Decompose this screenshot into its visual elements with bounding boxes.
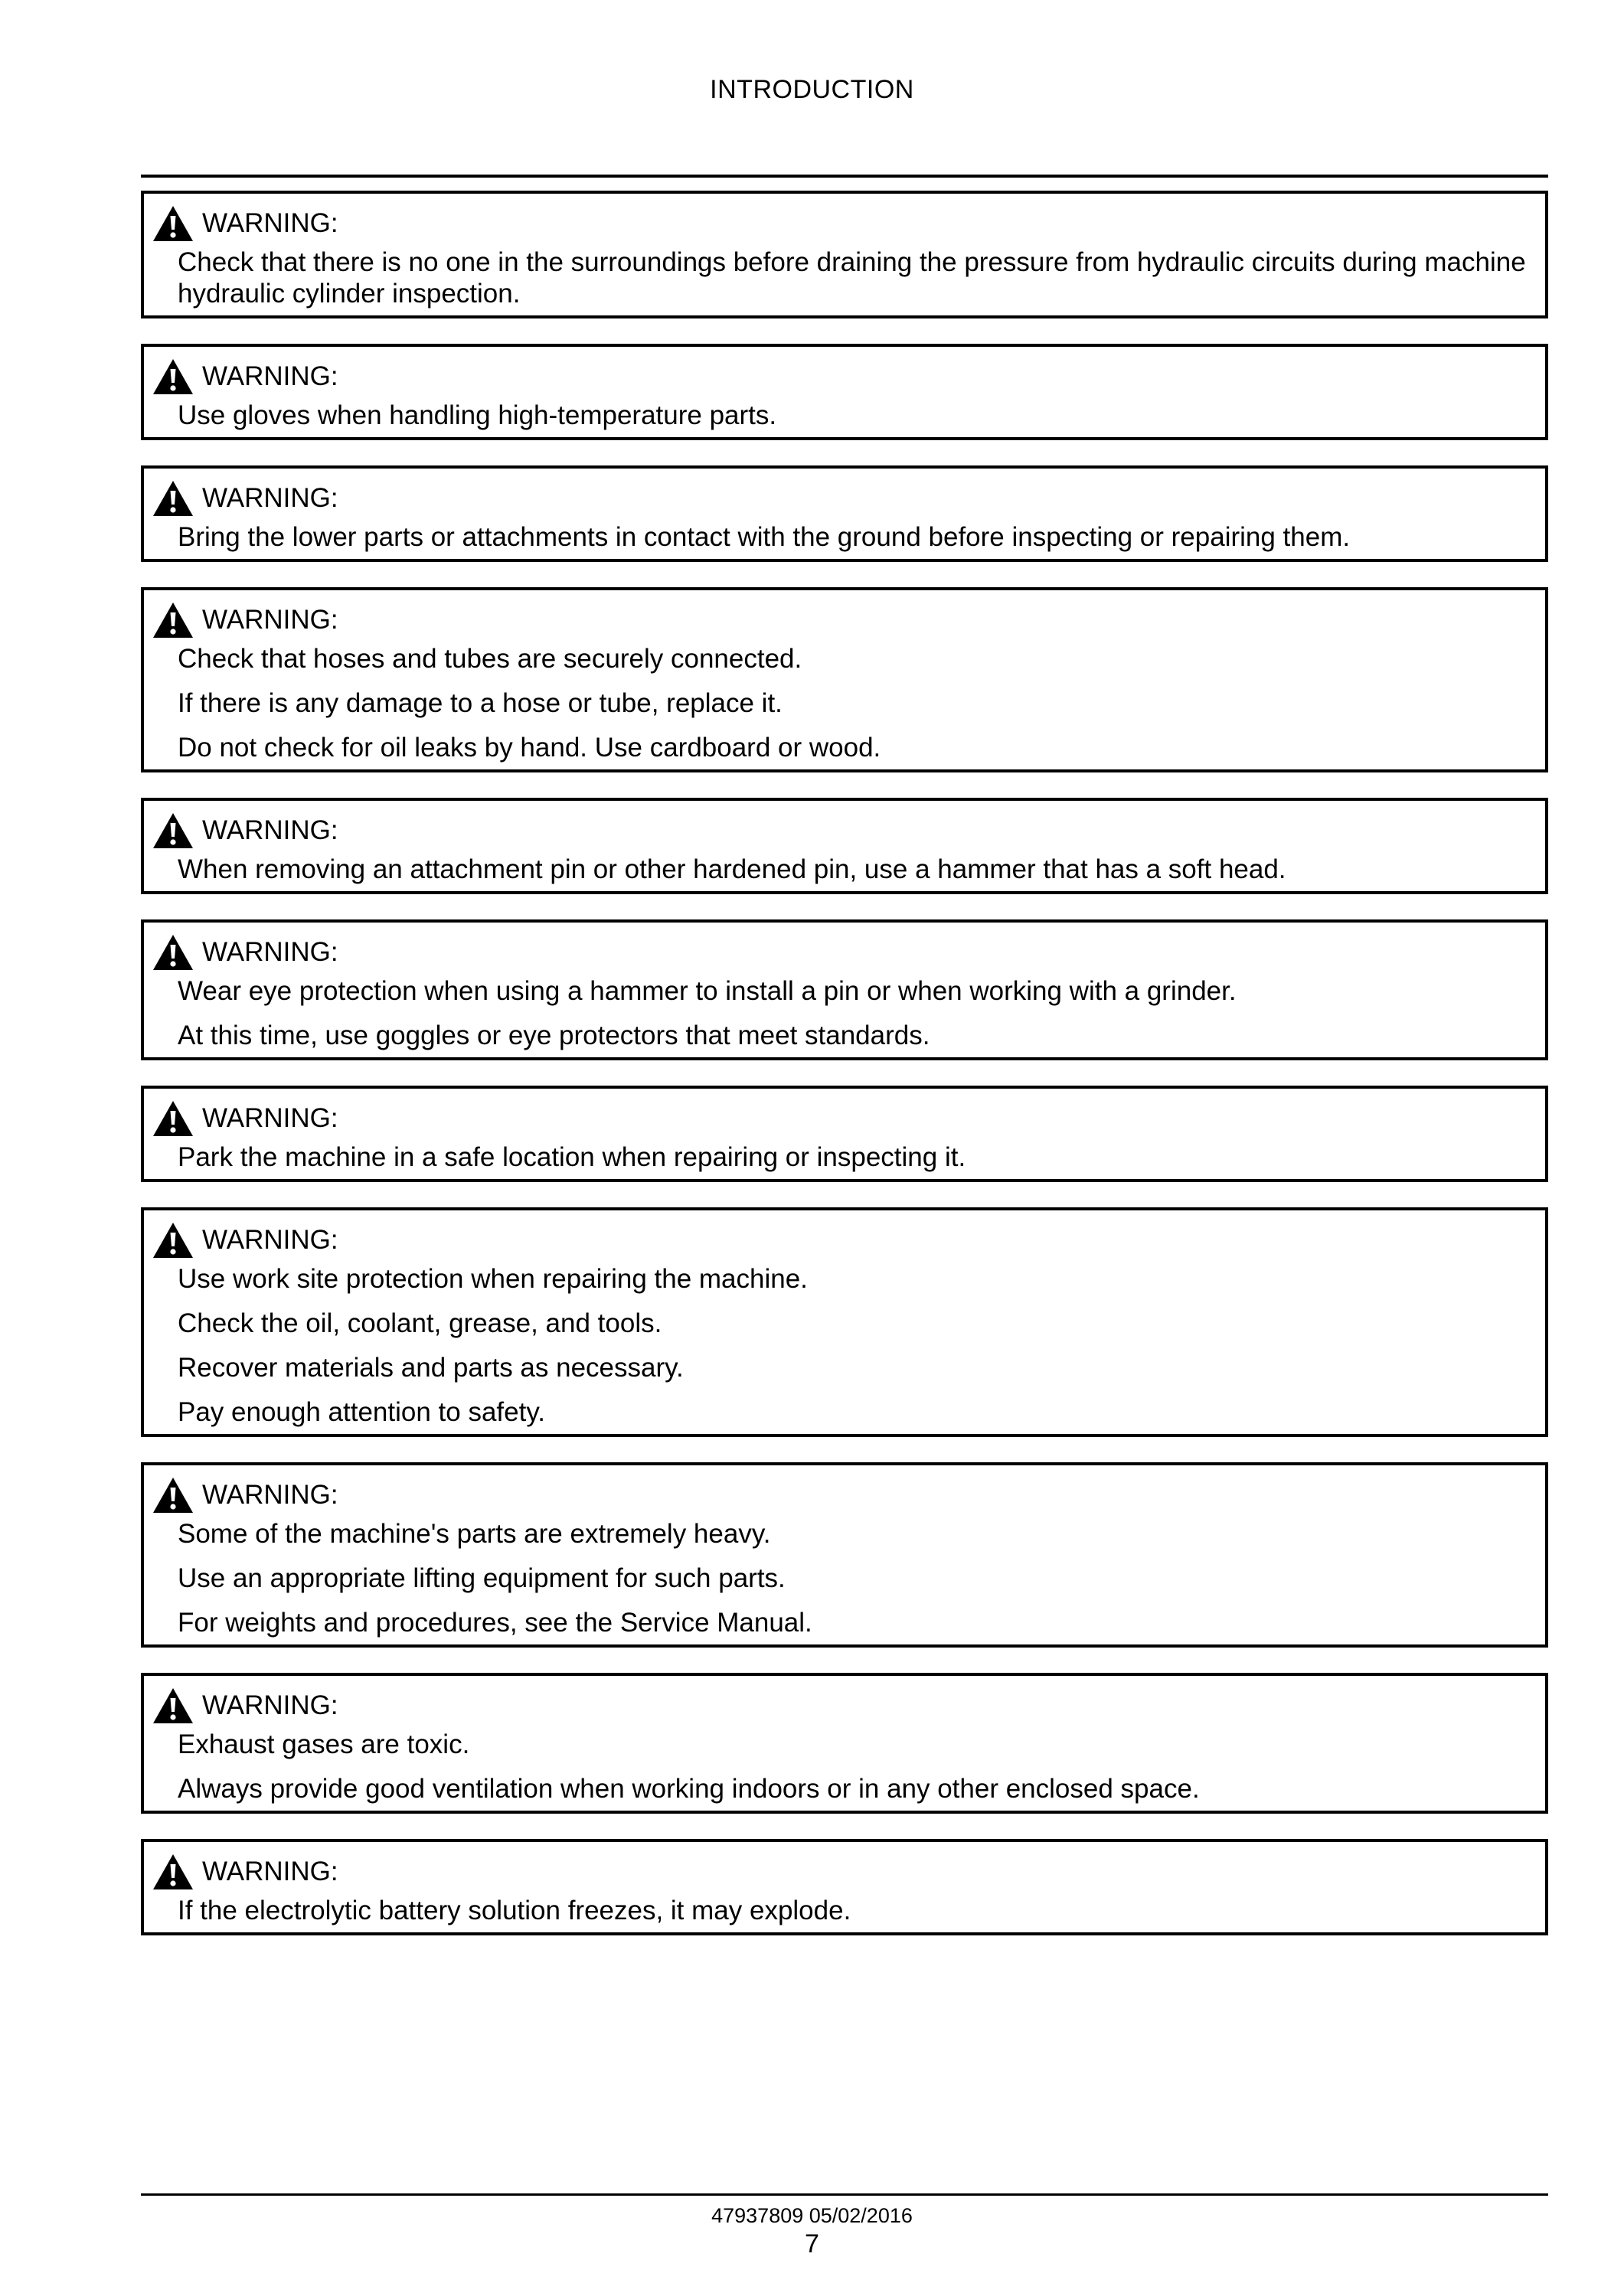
warning-label: WARNING:	[202, 1103, 338, 1133]
warning-triangle-icon	[152, 1221, 194, 1259]
warning-label: WARNING:	[202, 1857, 338, 1886]
warning-triangle-icon	[152, 1687, 194, 1725]
warning-text-line: If there is any damage to a hose or tube, replace it.	[178, 688, 783, 718]
warning-heading	[152, 1852, 1530, 1892]
warning-box	[141, 1673, 1548, 1814]
warning-box	[141, 191, 1548, 318]
warning-heading	[152, 357, 1530, 397]
warning-text-line: Exhaust gases are toxic.	[178, 1729, 470, 1759]
warning-label: WARNING:	[202, 815, 338, 845]
warning-label: WARNING:	[202, 937, 338, 967]
warning-heading	[152, 1220, 1530, 1260]
warnings-list	[141, 191, 1548, 1961]
warning-text	[178, 1141, 1530, 1173]
warning-box	[141, 798, 1548, 894]
warning-triangle-icon	[152, 1476, 194, 1514]
warning-text	[178, 1729, 1530, 1804]
warning-triangle-icon	[152, 1099, 194, 1138]
warning-heading	[152, 1475, 1530, 1515]
warning-text	[178, 854, 1530, 885]
warning-text-line: At this time, use goggles or eye protectors that meet standards.	[178, 1021, 930, 1050]
warning-triangle-icon	[152, 204, 194, 243]
warning-text-line: Recover materials and parts as necessary.	[178, 1353, 684, 1383]
warning-text	[178, 1518, 1530, 1638]
warning-text	[178, 643, 1530, 763]
warning-triangle-icon	[152, 933, 194, 972]
warning-triangle-icon	[152, 479, 194, 518]
warning-text-line: When removing an attachment pin or other hardened pin, use a hammer that has a soft head.	[178, 854, 1286, 884]
warning-box	[141, 344, 1548, 440]
warning-text-line: If the electrolytic battery solution freezes, it may explode.	[178, 1896, 851, 1925]
warning-label: WARNING:	[202, 1690, 338, 1720]
warning-text	[178, 1895, 1530, 1926]
warning-triangle-icon	[152, 1853, 194, 1891]
warning-text	[178, 975, 1530, 1051]
warning-label: WARNING:	[202, 1225, 338, 1255]
header-rule	[141, 175, 1548, 178]
warning-text-line: Always provide good ventilation when working indoors or in any other enclosed space.	[178, 1774, 1200, 1804]
warning-box	[141, 465, 1548, 562]
warning-label: WARNING:	[202, 1480, 338, 1510]
warning-heading	[152, 1099, 1530, 1138]
page-header-title: INTRODUCTION	[710, 75, 914, 104]
warning-text-line: Check that hoses and tubes are securely connected.	[178, 644, 802, 674]
warning-text-line: Use work site protection when repairing the machine.	[178, 1264, 808, 1294]
warning-text-line: Bring the lower parts or attachments in contact with the ground before inspecting or repairing them.	[178, 522, 1351, 552]
warning-text-line: Check that there is no one in the surroundings before draining the pressure from hydraulic circuits during machine hydraulic cylinder inspection.	[178, 247, 1526, 309]
warning-text-line: Some of the machine's parts are extremely heavy.	[178, 1519, 771, 1549]
warning-triangle-icon	[152, 358, 194, 396]
footer-doc-reference: 47937809 05/02/2016	[711, 2204, 913, 2227]
warning-triangle-icon	[152, 601, 194, 639]
warning-box	[141, 1207, 1548, 1437]
warning-box	[141, 919, 1548, 1060]
warning-box	[141, 1086, 1548, 1182]
warning-box	[141, 587, 1548, 772]
warning-text-line: Check the oil, coolant, grease, and tools.	[178, 1308, 662, 1338]
warning-heading	[152, 600, 1530, 640]
warning-heading	[152, 932, 1530, 972]
warning-label: WARNING:	[202, 208, 338, 238]
warning-heading	[152, 478, 1530, 518]
warning-heading	[152, 811, 1530, 851]
warning-text	[178, 521, 1530, 553]
warning-box	[141, 1462, 1548, 1648]
page-number: 7	[805, 2229, 819, 2258]
warning-label: WARNING:	[202, 605, 338, 635]
warning-text-line: Do not check for oil leaks by hand. Use cardboard or wood.	[178, 733, 881, 763]
warning-box	[141, 1839, 1548, 1935]
warning-text-line: Wear eye protection when using a hammer to install a pin or when working with a grinder.	[178, 976, 1237, 1006]
warning-text-line: Pay enough attention to safety.	[178, 1397, 545, 1427]
warning-text-line: For weights and procedures, see the Service Manual.	[178, 1608, 812, 1638]
warning-label: WARNING:	[202, 483, 338, 513]
warning-text-line: Use gloves when handling high-temperature parts.	[178, 400, 777, 430]
warning-triangle-icon	[152, 812, 194, 850]
warning-text	[178, 247, 1530, 309]
warning-heading	[152, 1686, 1530, 1726]
warning-text	[178, 1263, 1530, 1428]
warning-text-line: Park the machine in a safe location when repairing or inspecting it.	[178, 1142, 966, 1172]
warning-heading	[152, 204, 1530, 243]
warning-label: WARNING:	[202, 361, 338, 391]
footer-rule	[141, 2193, 1548, 2196]
warning-text-line: Use an appropriate lifting equipment for such parts.	[178, 1563, 786, 1593]
warning-text	[178, 400, 1530, 431]
